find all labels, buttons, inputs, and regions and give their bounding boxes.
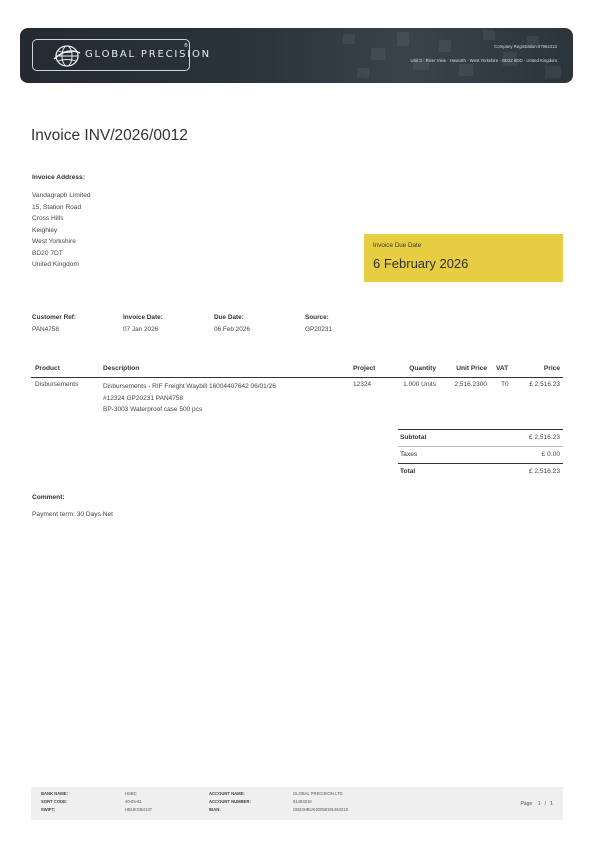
logo-trademark: ® bbox=[184, 43, 188, 49]
cell-description bbox=[103, 381, 276, 416]
subtotal-divider bbox=[398, 446, 563, 447]
meta-key: Due Date: bbox=[214, 314, 244, 321]
table-header-divider bbox=[31, 377, 563, 378]
column-header-project: Project bbox=[353, 365, 376, 372]
subtotal-label: Subtotal bbox=[400, 434, 427, 441]
banner-pattern bbox=[313, 28, 573, 83]
total-divider bbox=[398, 463, 563, 464]
column-header-product: Product bbox=[35, 365, 60, 372]
invoice-title: Invoice INV/2026/0012 bbox=[31, 127, 188, 144]
description-line: #12324 GP20231 PAN4758 bbox=[103, 394, 184, 402]
company-logo bbox=[32, 39, 211, 71]
column-header-unit-price: Unit Price bbox=[456, 365, 487, 372]
swift-label: SWIFT: bbox=[41, 807, 55, 812]
meta-source bbox=[305, 314, 332, 333]
description-line: Disbursements - RIF Freight Waybill 16004407642 06/01/26 bbox=[103, 383, 276, 390]
bank-name-value: HSBC bbox=[125, 791, 137, 796]
meta-key: Source: bbox=[305, 314, 329, 321]
totals-top-divider bbox=[398, 429, 563, 430]
total-value: £ 2,516.23 bbox=[528, 468, 560, 475]
bank-details-footer bbox=[31, 787, 563, 820]
due-date-label: Invoice Due Date bbox=[373, 242, 422, 249]
description-line: BP-3003 Waterproof case 500 pcs bbox=[103, 406, 203, 413]
column-header-price: Price bbox=[543, 365, 560, 372]
page-total: 1 bbox=[550, 801, 553, 807]
globe-icon bbox=[53, 44, 81, 68]
account-number-value: 91463218 bbox=[293, 799, 312, 804]
column-header-description: Description bbox=[103, 365, 140, 372]
meta-customer-ref bbox=[32, 314, 76, 333]
account-name-label: ACCOUNT NAME: bbox=[209, 791, 245, 796]
total-label: Total bbox=[400, 468, 416, 475]
header-banner bbox=[20, 28, 573, 83]
invoice-address bbox=[32, 190, 91, 271]
meta-due-date bbox=[214, 314, 250, 333]
bank-name-label: BANK NAME: bbox=[41, 791, 68, 796]
page-label: Page bbox=[520, 801, 533, 807]
cell-quantity: 1.000 Units bbox=[403, 381, 436, 388]
company-address: Unit 3 · River View · Haworth · West Yorkshire · BD22 8DD · United Kingdom bbox=[410, 58, 557, 63]
iban-label: IBAN: bbox=[209, 807, 221, 812]
cell-unit-price: 2,516.2300 bbox=[454, 381, 487, 388]
column-header-quantity: Quantity bbox=[409, 365, 436, 372]
due-date-box bbox=[364, 234, 563, 282]
address-line: Vandagraph Limited bbox=[32, 192, 91, 199]
meta-value: 06 Feb 2026 bbox=[214, 326, 250, 333]
taxes-value: £ 0.00 bbox=[541, 451, 560, 458]
comment-text: Payment term: 30 Days Net bbox=[32, 511, 113, 518]
account-name-value: GLOBAL PRECISION LTD bbox=[293, 791, 343, 796]
sort-code-value: 40-05-81 bbox=[125, 799, 142, 804]
meta-value: GP20231 bbox=[305, 326, 333, 333]
page-separator: / bbox=[544, 801, 547, 807]
meta-value: PAN4758 bbox=[32, 326, 59, 333]
taxes-label: Taxes bbox=[400, 451, 418, 458]
cell-vat: T0 bbox=[501, 381, 509, 388]
cell-product: Disbursements bbox=[35, 381, 79, 388]
address-line: United Kingdom bbox=[32, 261, 79, 269]
page-current: 1 bbox=[537, 801, 541, 807]
invoice-address-label: Invoice Address: bbox=[32, 174, 85, 181]
meta-invoice-date bbox=[123, 314, 163, 333]
iban-value: GB23HBUK40058191463218 bbox=[293, 807, 348, 812]
column-header-vat: VAT bbox=[496, 365, 509, 372]
cell-project: 12324 bbox=[353, 381, 372, 388]
page-number bbox=[520, 801, 553, 807]
due-date-value: 6 February 2026 bbox=[373, 256, 469, 271]
address-line: Cross Hills bbox=[32, 215, 64, 223]
meta-key: Customer Ref: bbox=[32, 314, 77, 321]
logo-text: GLOBAL PRECISION bbox=[85, 49, 211, 60]
subtotal-value: £ 2,516.23 bbox=[528, 434, 560, 441]
sort-code-label: SORT CODE: bbox=[41, 799, 68, 804]
comment-label: Comment: bbox=[32, 494, 65, 501]
address-line: BD20 7DT bbox=[32, 249, 63, 257]
account-number-label: ACCOUNT NUMBER: bbox=[209, 799, 251, 804]
address-line: West Yorkshire bbox=[32, 238, 76, 246]
address-line: Keighley bbox=[32, 226, 58, 234]
address-line: 15, Station Road bbox=[32, 203, 82, 211]
swift-value: HBUKGB4137 bbox=[125, 807, 152, 812]
meta-value: 07 Jan 2026 bbox=[123, 326, 159, 333]
company-registration: Company Registration 07964213 bbox=[494, 44, 557, 49]
cell-price: £ 2,516.23 bbox=[529, 381, 560, 388]
meta-key: Invoice Date: bbox=[123, 314, 163, 321]
